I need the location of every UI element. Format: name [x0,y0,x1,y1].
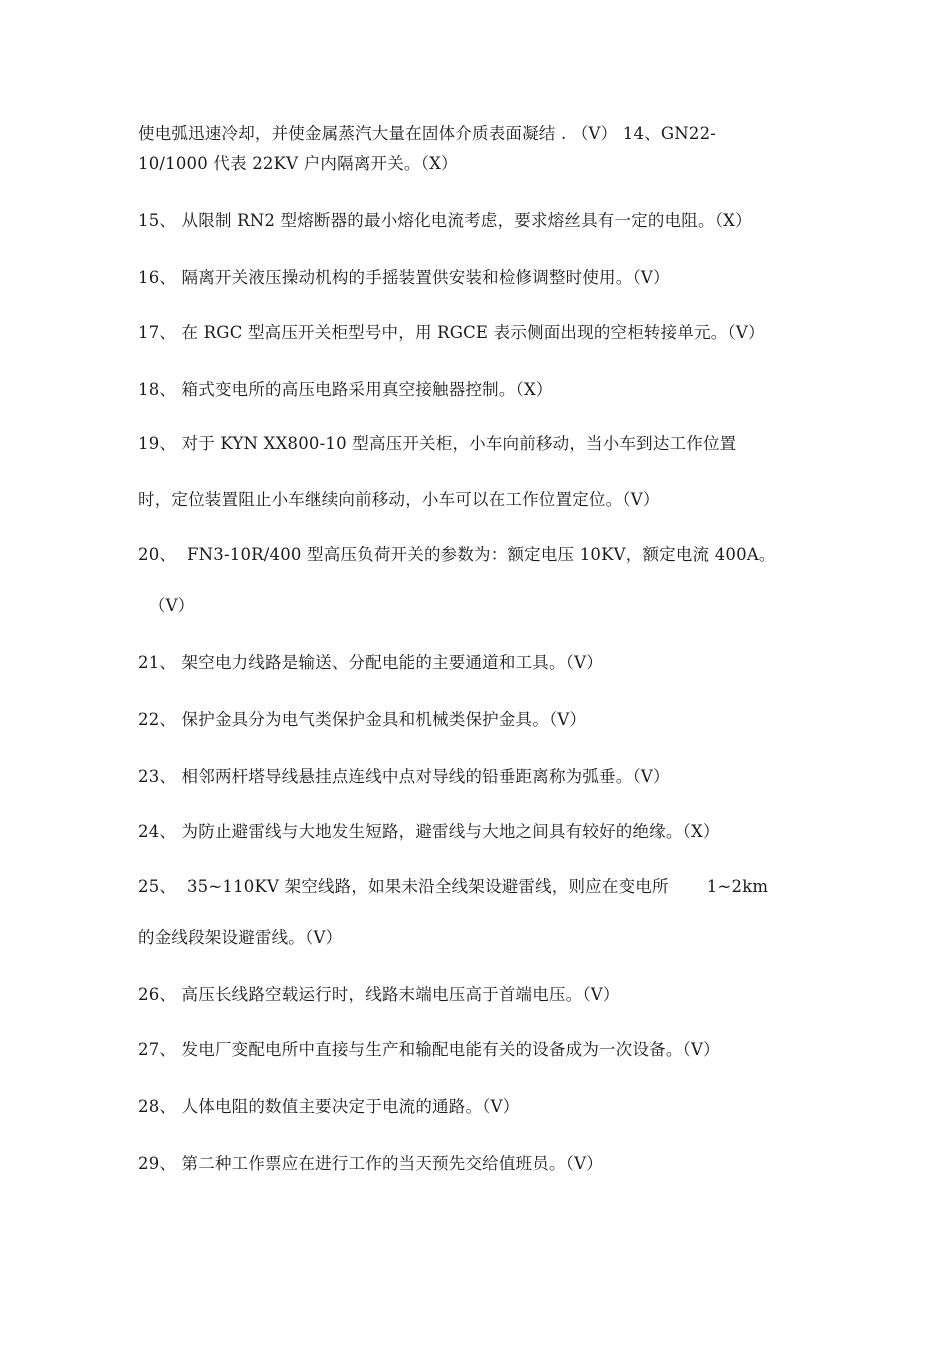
text-line-item-18: 18、 箱式变电所的高压电路采用真空接触器控制。（X） [138,380,553,399]
text-line-item-28: 28、 人体电阻的数值主要决定于电流的通路。（V） [138,1097,520,1116]
text-line-arc-cooling: 使电弧迅速冷却，并使金属蒸汽大量在固体介质表面凝结 . （V） 14、GN22- [138,124,717,143]
text-line-item-22: 22、 保护金具分为电气类保护金具和机械类保护金具。（V） [138,710,587,729]
text-line-item-29: 29、 第二种工作票应在进行工作的当天预先交给值班员。（V） [138,1154,603,1173]
text-line-item-25-cont: 的金线段架设避雷线。（V） [138,928,343,947]
text-line-item-16: 16、 隔离开关液压操动机构的手摇装置供安装和检修调整时使用。（V） [138,268,670,287]
text-line-item-25: 25、 35~110KV 架空线路，如果未沿全线架设避雷线，则应在变电所 1~2km [138,877,769,896]
text-line-item-20-cont: （V） [138,596,195,615]
text-line-item-27: 27、 发电厂变配电所中直接与生产和输配电能有关的设备成为一次设备。（V） [138,1040,720,1059]
text-line-item-26: 26、 高压长线路空载运行时，线路末端电压高于首端电压。（V） [138,985,620,1004]
text-line-item-19-cont: 时，定位装置阻止小车继续向前移动，小车可以在工作位置定位。（V） [138,490,660,509]
text-line-item-20: 20、 FN3-10R/400 型高压负荷开关的参数为：额定电压 10KV，额定电流 400A。 [138,545,776,564]
text-line-item-17: 17、 在 RGC 型高压开关柜型号中，用 RGCE 表示侧面出现的空柜转接单元。（V） [138,323,765,342]
text-line-item-15: 15、 从限制 RN2 型熔断器的最小熔化电流考虑，要求熔丝具有一定的电阻。（X） [138,211,752,230]
text-line-item-23: 23、 相邻两杆塔导线悬挂点连线中点对导线的铅垂距离称为弧垂。（V） [138,767,670,786]
text-line-item-14: 10/1000 代表 22KV 户内隔离开关。（X） [138,154,458,173]
text-line-item-21: 21、 架空电力线路是输送、分配电能的主要通道和工具。（V） [138,653,603,672]
text-line-item-24: 24、 为防止避雷线与大地发生短路，避雷线与大地之间具有较好的绝缘。（X） [138,822,720,841]
text-line-item-19: 19、 对于 KYN XX800-10 型高压开关柜，小车向前移动，当小车到达工作位置 [138,434,737,453]
